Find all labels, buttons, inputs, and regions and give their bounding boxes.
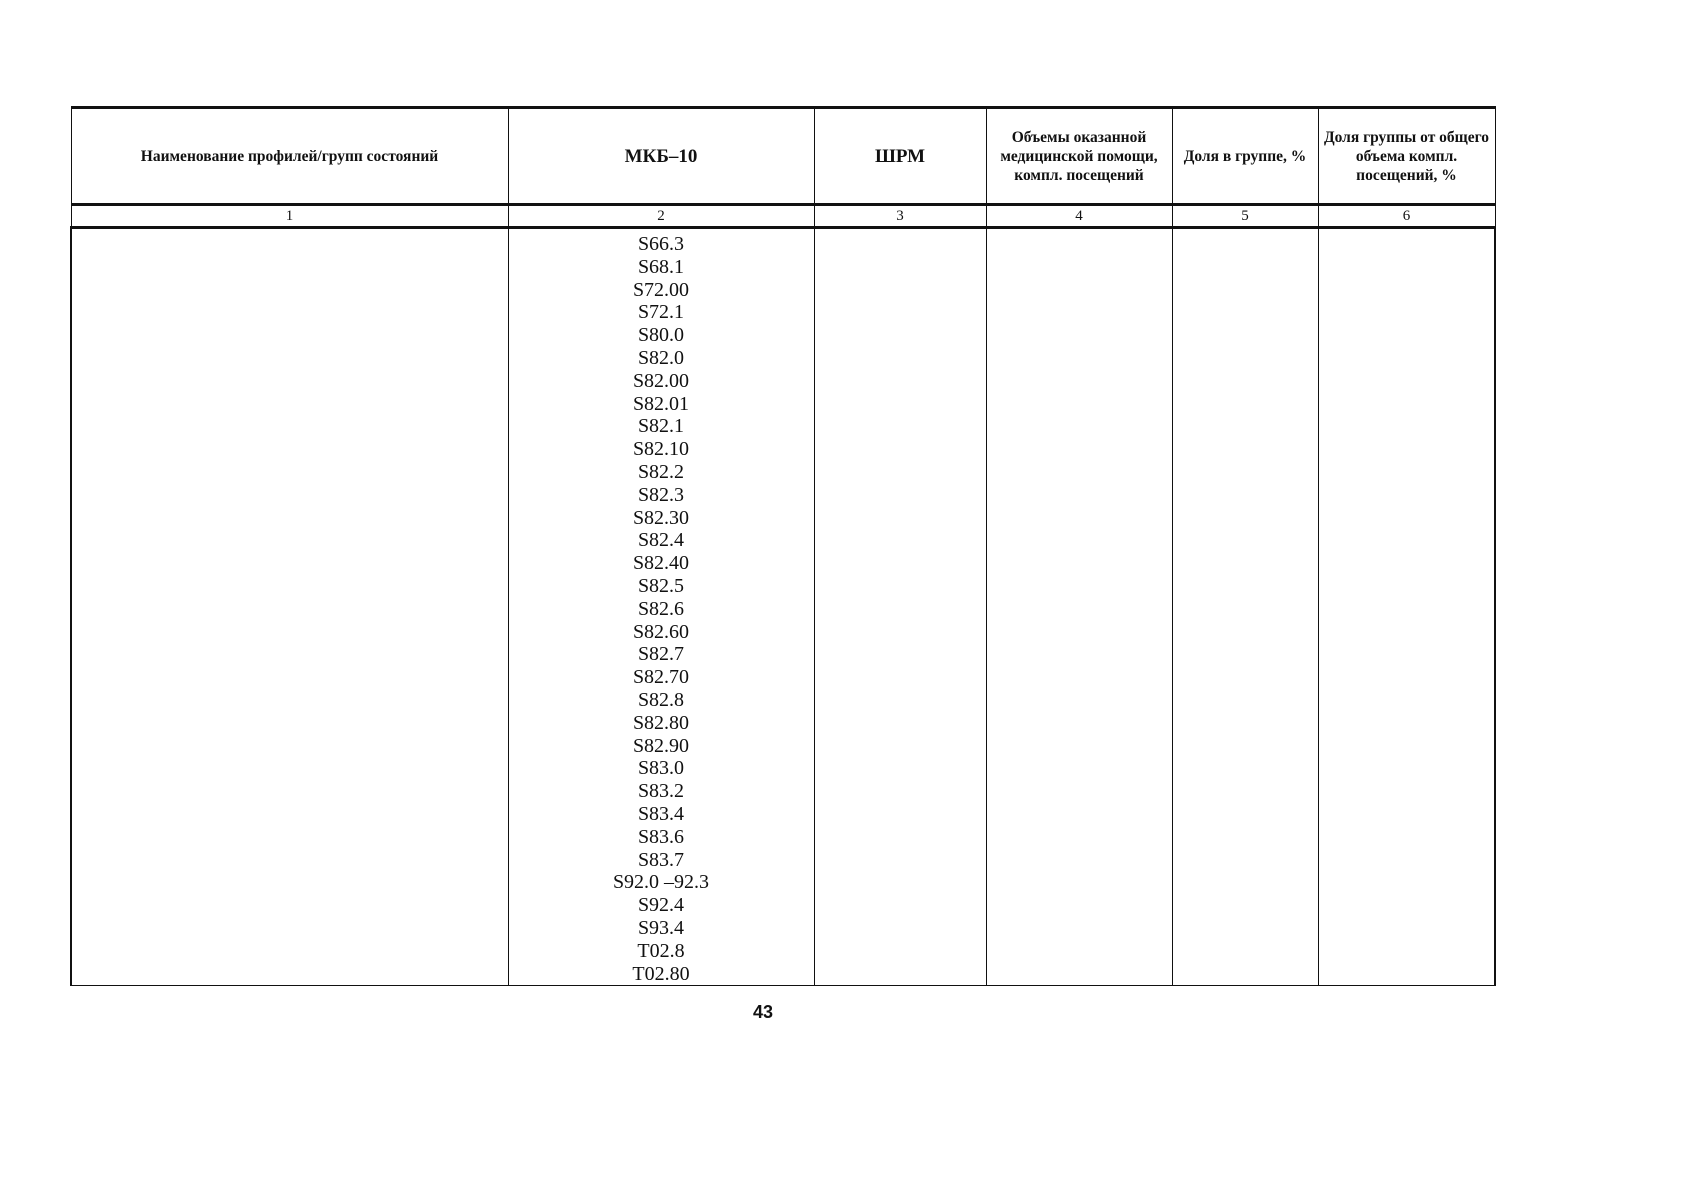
icd10-code: S82.5 [637,574,685,597]
column-number: 6 [1318,205,1495,228]
icd10-code: S82.7 [637,643,685,666]
column-number: 4 [986,205,1172,228]
header-share-in-group: Доля в группе, % [1172,108,1318,205]
share-of-total-cell [1318,228,1495,986]
icd10-code: S83.2 [637,780,685,803]
icd10-code: S83.7 [637,848,685,871]
icd10-code: S83.0 [637,757,685,780]
icd10-code: S93.4 [637,916,685,939]
header-row [71,108,1495,205]
icd10-code: S72.1 [637,301,685,324]
share-in-group-cell [1172,228,1318,986]
icd10-code: S82.4 [637,529,685,552]
data-table [70,106,1496,986]
icd10-code: S82.3 [637,483,685,506]
icd10-code: S82.01 [632,392,690,415]
icd10-code: S92.0 –92.3 [612,871,710,894]
icd10-code: S72.00 [632,278,690,301]
icd10-code: S92.4 [637,894,685,917]
header-icd10: МКБ–10 [508,108,814,205]
icd10-code: S82.0 [637,346,685,369]
icd10-code: S82.10 [632,438,690,461]
icd10-code: S68.1 [637,255,685,278]
profile-name-cell [71,228,508,986]
icd10-cell [508,228,814,986]
icd10-code: T02.8 [637,939,685,962]
icd10-code: S82.30 [632,506,690,529]
icd10-code: S82.2 [637,460,685,483]
icd10-code: T02.80 [632,962,690,985]
icd10-code: S82.70 [632,666,690,689]
table-row [71,228,1495,986]
column-number: 1 [71,205,508,228]
volume-cell [986,228,1172,986]
page-number: 43 [752,1002,774,1022]
icd10-code: S82.40 [632,552,690,575]
icd10-code: S82.80 [632,711,690,734]
header-volume: Объемы оказанной медицинской помощи, компл. посещений [986,108,1172,205]
icd10-code: S83.6 [637,825,685,848]
header-shrm: ШРМ [814,108,986,205]
icd10-code: S83.4 [637,802,685,825]
column-number-row [71,205,1495,228]
icd10-code: S82.00 [632,369,690,392]
icd10-code: S66.3 [637,233,685,255]
column-number: 3 [814,205,986,228]
icd10-code: S80.0 [637,324,685,347]
header-profile-name: Наименование профилей/групп состояний [71,108,508,205]
icd10-code: S82.90 [632,734,690,757]
icd10-code: S82.6 [637,597,685,620]
column-number: 5 [1172,205,1318,228]
icd10-code: S82.1 [637,415,685,438]
shrm-cell [814,228,986,986]
icd10-code: S82.60 [632,620,690,643]
icd10-code-list [509,229,814,985]
header-share-of-total: Доля группы от общего объема компл. посещений, % [1318,108,1495,205]
column-number: 2 [508,205,814,228]
icd10-code: S82.8 [637,688,685,711]
